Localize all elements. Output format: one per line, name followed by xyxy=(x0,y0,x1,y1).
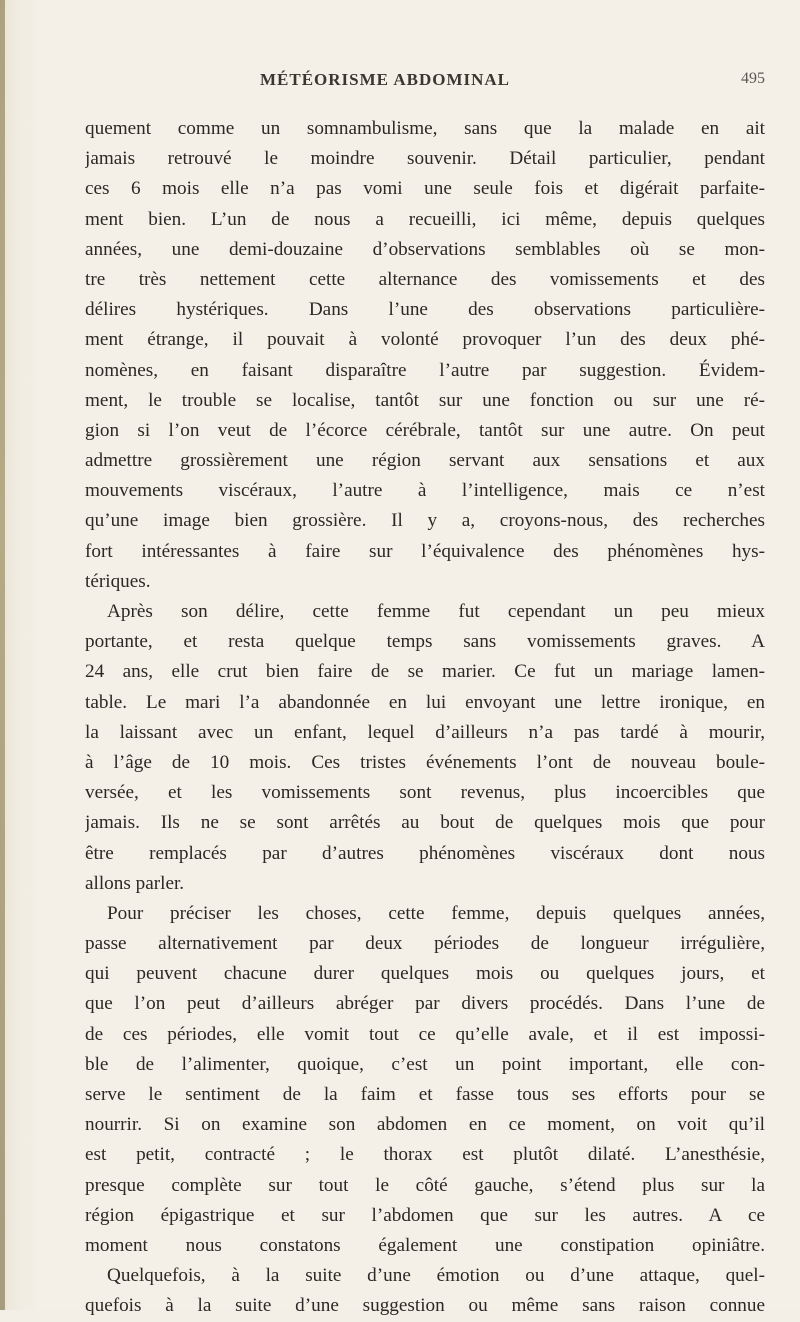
page-header xyxy=(85,70,765,98)
text-line: Quelquefois, à la suite d’une émotion ou d’une attaque, quel- xyxy=(107,1265,765,1287)
text-line: jamais. Ils ne se sont arrêtés au bout de quelques mois que pour xyxy=(85,812,765,834)
text-line: fort intéressantes à faire sur l’équivalence des phénomènes hys- xyxy=(85,540,765,562)
text-line: ment bien. L’un de nous a recueilli, ici même, depuis quelques xyxy=(85,208,765,230)
text-line: la laissant avec un enfant, lequel d’ailleurs n’a pas tardé à mourir, xyxy=(85,721,765,743)
text-line: qu’une image bien grossière. Il y a, croyons-nous, des recherches xyxy=(85,510,765,532)
text-line: Après son délire, cette femme fut cependant un peu mieux xyxy=(107,601,765,622)
text-line: années, une demi-douzaine d’observations semblables où se mon- xyxy=(85,238,765,260)
text-line: quement comme un somnambulisme, sans que la malade en ait xyxy=(85,118,765,139)
text-line: est petit, contracté ; le thorax est plutôt dilaté. L’anesthésie, xyxy=(85,1144,765,1166)
body-text xyxy=(85,114,765,1322)
text-line: de ces périodes, elle vomit tout ce qu’elle avale, et il est impossi- xyxy=(85,1023,765,1045)
page-number: 495 xyxy=(741,70,765,87)
text-line: à l’âge de 10 mois. Ces tristes événements l’ont de nouveau boule- xyxy=(85,751,765,773)
text-line: gion si l’on veut de l’écorce cérébrale, tantôt sur une autre. On peut xyxy=(85,419,765,441)
text-line: nourrir. Si on examine son abdomen en ce moment, on voit qu’il xyxy=(85,1114,765,1136)
text-line: délires hystériques. Dans l’une des observations particulière- xyxy=(85,299,765,321)
text-line: Pour préciser les choses, cette femme, depuis quelques années, xyxy=(107,902,765,924)
text-line: portante, et resta quelque temps sans vomissements graves. A xyxy=(85,631,765,653)
text-line: ment étrange, il pouvait à volonté provoquer l’un des deux phé- xyxy=(85,329,765,351)
text-line: serve le sentiment de la faim et fasse tous ses efforts pour se xyxy=(85,1084,765,1105)
text-line: jamais retrouvé le moindre souvenir. Détail particulier, pendant xyxy=(85,148,765,170)
text-line: mouvements viscéraux, l’autre à l’intelligence, mais ce n’est xyxy=(85,480,765,502)
text-line: région épigastrique et sur l’abdomen que sur les autres. A ce xyxy=(85,1204,765,1226)
text-line: allons parler. xyxy=(85,872,185,894)
text-line: être remplacés par d’autres phénomènes viscéraux dont nous xyxy=(85,842,765,864)
text-line: admettre grossièrement une région servant aux sensations et aux xyxy=(85,450,765,472)
text-line: tériques. xyxy=(85,570,151,592)
text-line: ble de l’alimenter, quoique, c’est un point important, elle con- xyxy=(85,1053,765,1075)
text-line: presque complète sur tout le côté gauche, s’étend plus sur la xyxy=(85,1174,765,1196)
text-line: table. Le mari l’a abandonnée en lui envoyant une lettre ironique, en xyxy=(85,691,765,713)
text-line: tre très nettement cette alternance des vomissements et des xyxy=(85,268,765,290)
text-line: passe alternativement par deux périodes de longueur irrégulière, xyxy=(85,933,765,955)
text-line: quefois à la suite d’une suggestion ou même sans raison connue xyxy=(85,1295,765,1317)
page-binding-edge xyxy=(0,0,5,1310)
text-line: moment nous constatons également une constipation opiniâtre. xyxy=(85,1234,765,1256)
text-line: qui peuvent chacune durer quelques mois ou quelques jours, et xyxy=(85,963,765,985)
text-line: que l’on peut d’ailleurs abréger par divers procédés. Dans l’une de xyxy=(85,993,765,1015)
text-line: ces 6 mois elle n’a pas vomi une seule fois et digérait parfaite- xyxy=(85,178,765,200)
running-title: MÉTÉORISME ABDOMINAL xyxy=(260,70,510,89)
text-line: ment, le trouble se localise, tantôt sur une fonction ou sur une ré- xyxy=(85,389,765,411)
text-line: versée, et les vomissements sont revenus, plus incoercibles que xyxy=(85,782,765,804)
text-line: 24 ans, elle crut bien faire de se marier. Ce fut un mariage lamen- xyxy=(85,661,765,683)
text-line: nomènes, en faisant disparaître l’autre par suggestion. Évidem- xyxy=(85,359,765,381)
